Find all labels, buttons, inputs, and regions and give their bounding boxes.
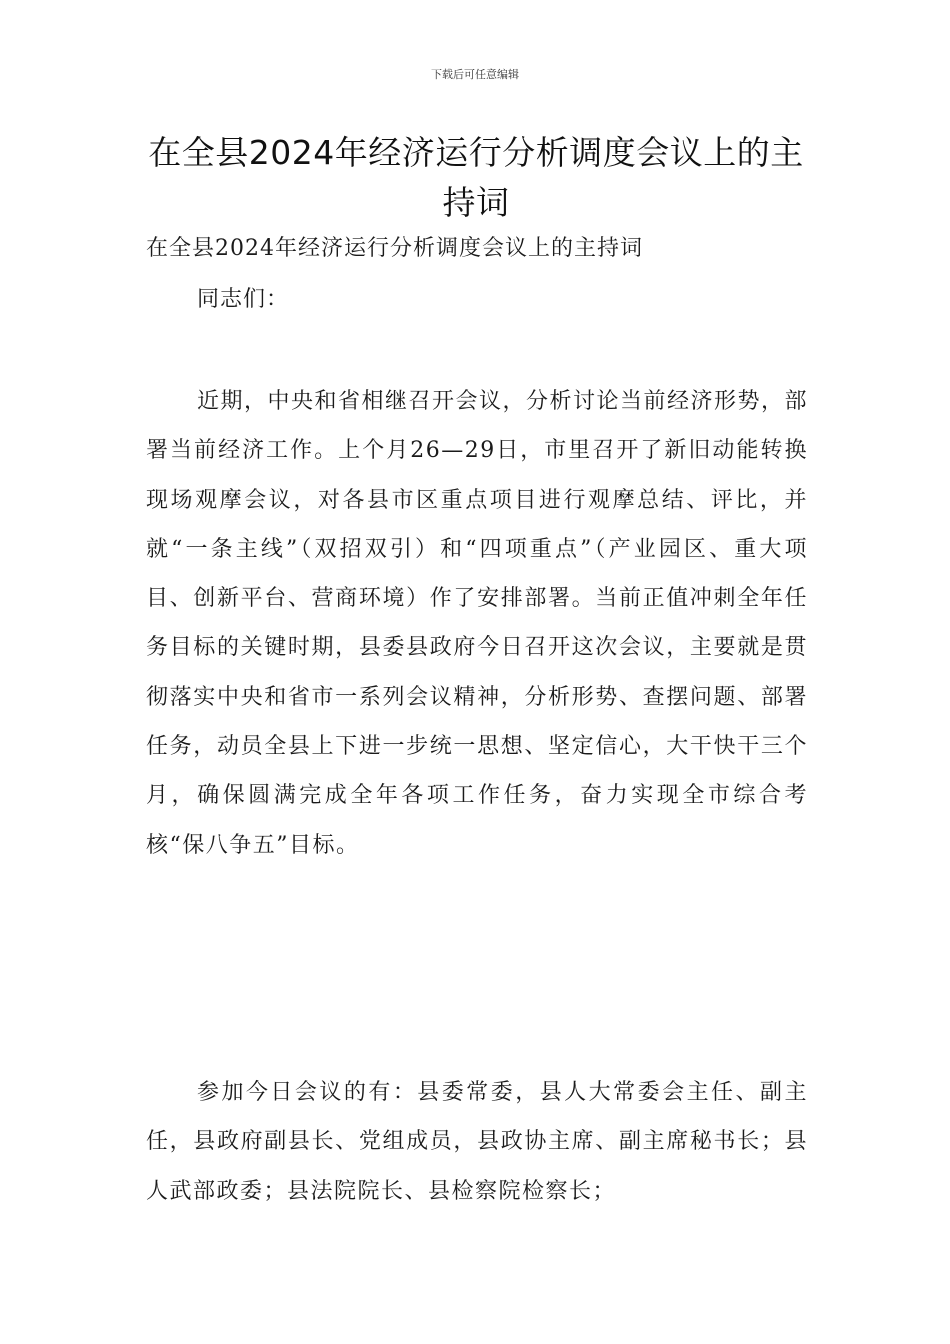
document-title: 在全县2024年经济运行分析调度会议上的主持词 (148, 133, 804, 222)
header-note: 下载后可任意编辑 (431, 68, 519, 81)
document-subtitle: 在全县2024年经济运行分析调度会议上的主持词 (146, 236, 643, 261)
salutation: 同志们： (197, 287, 290, 312)
body-paragraph-attendees: 参加今日会议的有：县委常委，县人大常委会主任、副主任，县政府副县长、党组成员，县政协主席、副主席秘书长；县人武部政委；县法院院长、县检察院检察长； (146, 1080, 808, 1204)
body-paragraph-intro: 近期，中央和省相继召开会议，分析讨论当前经济形势，部署当前经济工作。上个月26—29日，市里召开了新旧动能转换现场观摩会议，对各县市区重点项目进行观摩总结、评比，并就“一条主线”（双招双引）和“四项重点”（产业园区、重大项目、创新平台、营商环境）作了安排部署。当前正值冲刺全年任务目标的关键时期，县委县政府今日召开这次会议，主要就是贯彻落实中央和省市一系列会议精神，分析形势、查摆问题、部署任务，动员全县上下进一步统一思想、坚定信心，大干快干三个月，确保圆满完成全年各项工作任务，奋力实现全市综合考核“保八争五”目标。 (146, 389, 809, 858)
